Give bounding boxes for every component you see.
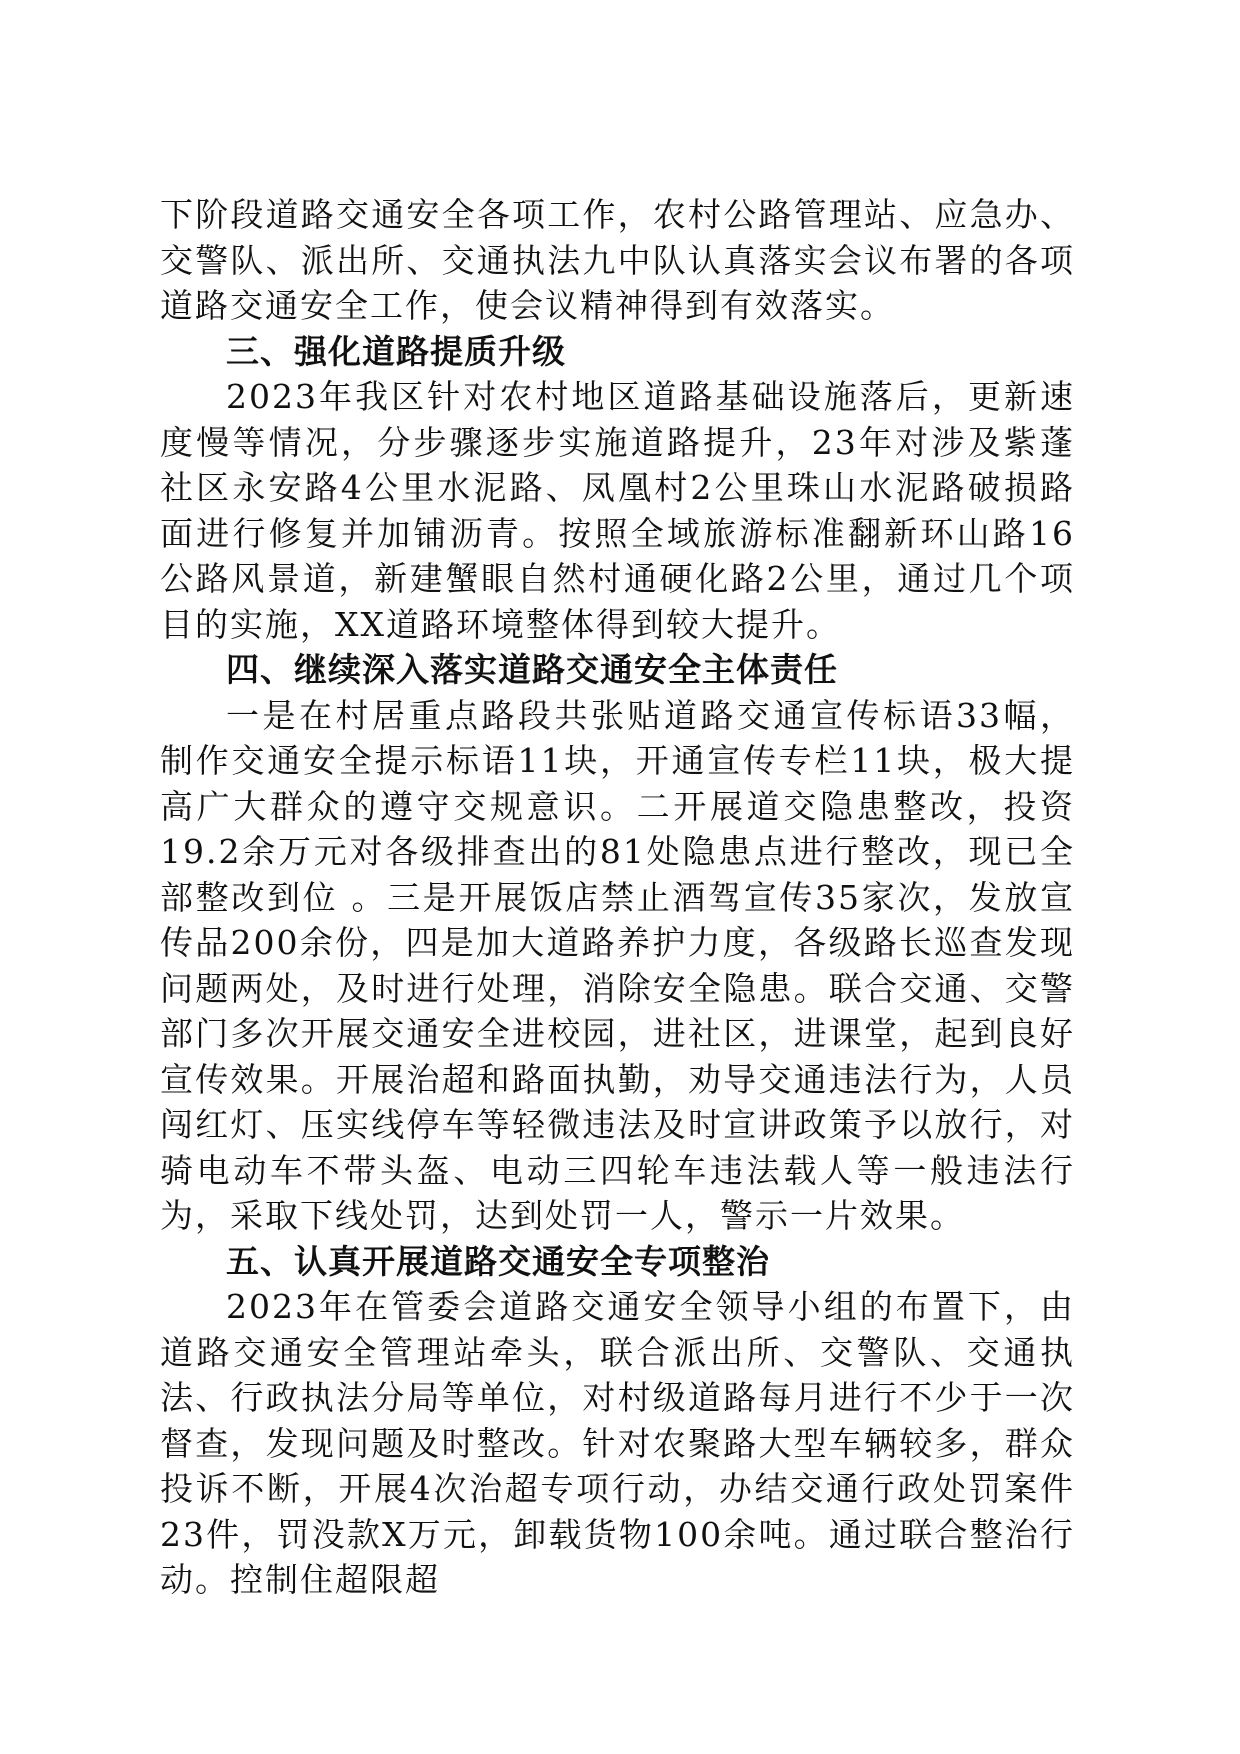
section-heading-3: 三、强化道路提质升级: [226, 331, 566, 371]
document-page: [160, 192, 1075, 1603]
section-heading-4: 四、继续深入落实道路交通安全主体责任: [226, 650, 838, 689]
paragraph-continuation: 下阶段道路交通安全各项工作，农村公路管理站、应急办、交警队、派出所、交通执法九中队认真落实会议布署的各项道路交通安全工作，使会议精神得到有效落实。: [160, 195, 1075, 325]
paragraph-special-rectification: 2023年在管委会道路交通安全领导小组的布置下，由道路交通安全管理站牵头，联合派出所、交警队、交通执法、行政执法分局等单位，对村级道路每月进行不少于一次督查，发现问题及时整改。针对农聚路大型车辆较多，群众投诉不断，开展4次治超专项行动，办结交通行政处罚案件23件，罚没款X万元，卸载货物100余吨。通过联合整治行动。控制住超限超: [160, 1287, 1075, 1599]
section-heading-5: 五、认真开展道路交通安全专项整治: [226, 1241, 770, 1281]
paragraph-road-upgrade: 2023年我区针对农村地区道路基础设施落后，更新速度慢等情况，分步骤逐步实施道路提升，23年对涉及紫蓬社区永安路4公里水泥路、凤凰村2公里珠山水泥路破损路面进行修复并加铺沥青。按照全域旅游标准翻新环山路16公路风景道，新建蟹眼自然村通硬化路2公里，通过几个项目的实施，XX道路环境整体得到较大提升。: [160, 377, 1075, 644]
paragraph-safety-responsibility: 一是在村居重点路段共张贴道路交通宣传标语33幅，制作交通安全提示标语11块，开通宣传专栏11块，极大提高广大群众的遵守交规意识。二开展道交隐患整改，投资19.2余万元对各级排查出的81处隐患点进行整改，现已全部整改到位 。三是开展饭店禁止酒驾宣传35家次，发放宣传品200余份，四是加大道路养护力度，各级路长巡查发现问题两处，及时进行处理，消除安全隐患。联合交通、交警部门多次开展交通安全进校园，进社区，进课堂，起到良好宣传效果。开展治超和路面执勤，劝导交通违法行为，人员闯红灯、压实线停车等轻微违法及时宣讲政策予以放行，对骑电动车不带头盔、电动三四轮车违法载人等一般违法行为，采取下线处罚，达到处罚一人，警示一片效果。: [160, 695, 1075, 1235]
